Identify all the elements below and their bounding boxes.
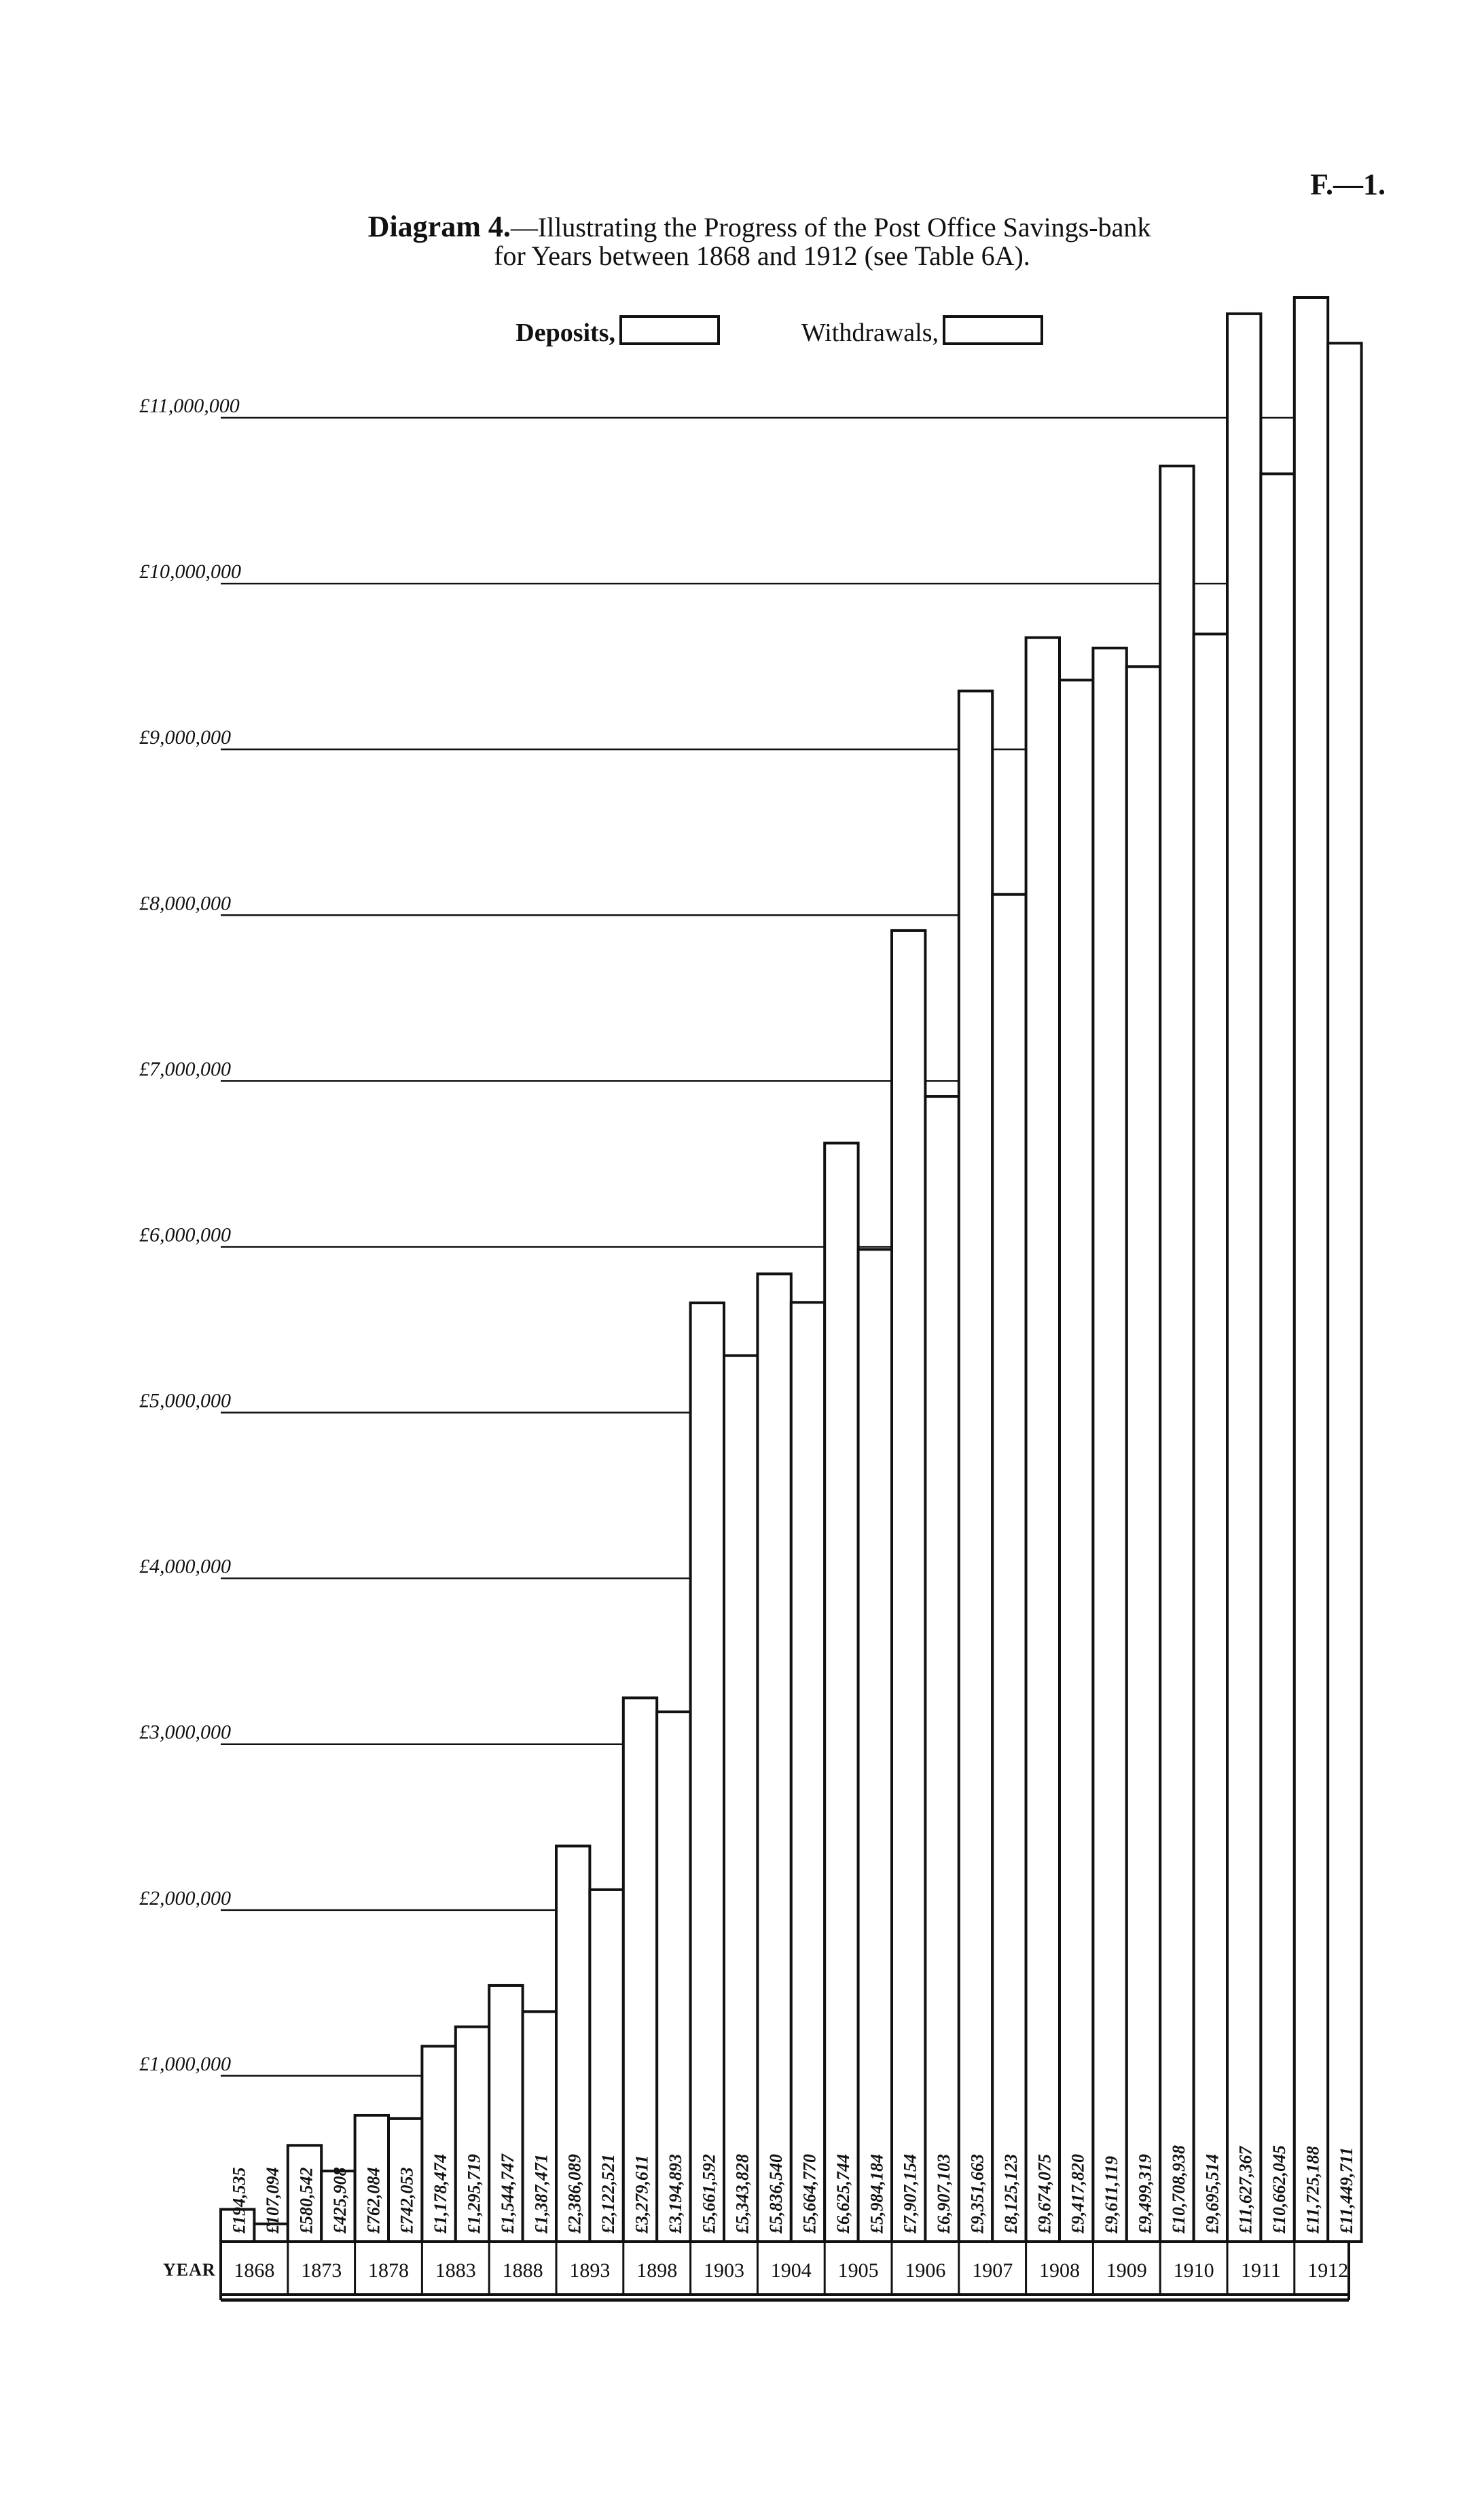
x-tick-label-1909: 1909 <box>1106 2259 1147 2282</box>
bar-withdrawals-1911 <box>1261 473 1294 2242</box>
y-tick-label-1: £1,000,000 <box>139 2052 231 2075</box>
chart-title-rest: —Illustrating the Progress of the Post Office Savings-bank <box>510 212 1151 243</box>
x-tick-label-1905: 1905 <box>837 2259 879 2282</box>
bar-label-deposits-1878: £762,084 <box>363 2167 384 2233</box>
bar-label-deposits-1905: £6,625,744 <box>833 2154 853 2233</box>
bar-label-deposits-1907: £9,351,663 <box>967 2154 988 2233</box>
bar-label-deposits-1912: £11,725,188 <box>1303 2146 1323 2233</box>
bar-label-deposits-1911: £11,627,367 <box>1235 2146 1256 2233</box>
bar-label-deposits-1883: £1,178,474 <box>431 2154 451 2233</box>
bar-withdrawals-1907 <box>992 895 1026 2242</box>
bar-withdrawals-1908 <box>1060 680 1093 2242</box>
chart-title <box>368 210 1151 243</box>
bar-label-deposits-1888: £1,544,747 <box>497 2154 518 2233</box>
y-tick-label-10: £10,000,000 <box>139 560 241 584</box>
bar-deposits-1906 <box>892 931 925 2242</box>
bar-label-withdrawals-1909: £9,499,319 <box>1135 2154 1155 2233</box>
bar-label-withdrawals-1883: £1,295,719 <box>464 2154 484 2233</box>
bar-label-deposits-1893: £2,386,089 <box>564 2154 585 2233</box>
y-axis-tick-labels <box>139 395 241 2075</box>
bar-label-withdrawals-1873: £425,908 <box>329 2167 350 2233</box>
legend-deposits-label: Deposits, <box>515 319 615 347</box>
y-tick-label-7: £7,000,000 <box>139 1058 231 1081</box>
bar-deposits-1908 <box>1026 638 1060 2242</box>
bar-deposits-1903 <box>691 1303 724 2242</box>
x-tick-label-1883: 1883 <box>435 2259 476 2282</box>
page-reference: F.—1. <box>1310 168 1386 201</box>
x-tick-label-1893: 1893 <box>569 2259 611 2282</box>
x-tick-label-1912: 1912 <box>1307 2259 1349 2282</box>
y-tick-label-6: £6,000,000 <box>139 1223 231 1246</box>
bar-label-deposits-1873: £580,542 <box>296 2167 316 2233</box>
x-tick-label-1910: 1910 <box>1173 2259 1214 2282</box>
bar-withdrawals-1910 <box>1194 634 1227 2242</box>
x-tick-label-1908: 1908 <box>1039 2259 1080 2282</box>
bar-deposits-1905 <box>825 1143 858 2242</box>
bar-withdrawals-1904 <box>791 1302 825 2242</box>
x-tick-label-1888: 1888 <box>502 2259 543 2282</box>
x-tick-label-1911: 1911 <box>1240 2259 1281 2282</box>
bar-label-withdrawals-1878: £742,053 <box>397 2167 417 2233</box>
bar-label-withdrawals-1898: £3,194,893 <box>665 2154 685 2233</box>
x-axis-label: YEAR <box>163 2260 216 2280</box>
y-tick-label-9: £9,000,000 <box>139 726 231 749</box>
bar-label-deposits-1906: £7,907,154 <box>900 2154 920 2233</box>
bar-label-withdrawals-1868: £107,094 <box>263 2167 283 2233</box>
chart-title-bold: Diagram 4. <box>367 210 511 243</box>
x-tick-label-1873: 1873 <box>301 2259 342 2282</box>
bar-withdrawals-1905 <box>858 1249 892 2242</box>
y-tick-label-11: £11,000,000 <box>139 395 240 417</box>
x-tick-label-1904: 1904 <box>770 2259 812 2282</box>
bar-label-withdrawals-1905: £5,984,184 <box>867 2154 887 2233</box>
x-tick-label-1907: 1907 <box>972 2259 1013 2282</box>
bar-deposits-1907 <box>959 691 992 2242</box>
bar-deposits-1912 <box>1295 298 1328 2242</box>
bar-deposits-1909 <box>1093 648 1126 2242</box>
bar-label-deposits-1910: £10,708,938 <box>1168 2145 1189 2233</box>
y-tick-label-4: £4,000,000 <box>139 1555 231 1578</box>
bar-deposits-1911 <box>1227 314 1261 2242</box>
bar-label-withdrawals-1907: £8,125,123 <box>1000 2154 1021 2233</box>
bar-label-withdrawals-1903: £5,343,828 <box>732 2154 753 2233</box>
x-tick-label-1898: 1898 <box>636 2259 678 2282</box>
y-tick-label-8: £8,000,000 <box>139 892 231 915</box>
year-table <box>163 2242 1349 2300</box>
y-tick-label-2: £2,000,000 <box>139 1886 231 1909</box>
legend-deposits-swatch <box>621 317 719 344</box>
bars <box>221 298 1362 2242</box>
y-tick-label-5: £5,000,000 <box>139 1389 231 1412</box>
chart-subtitle: for Years between 1868 and 1912 (see Table 6A). <box>494 240 1030 271</box>
bar-withdrawals-1906 <box>925 1096 958 2242</box>
bar-withdrawals-1903 <box>724 1356 757 2242</box>
bar-label-deposits-1904: £5,836,540 <box>766 2154 786 2233</box>
bar-label-withdrawals-1904: £5,664,770 <box>799 2154 820 2233</box>
bar-withdrawals-1912 <box>1328 343 1361 2242</box>
bar-deposits-1910 <box>1160 466 1193 2242</box>
x-tick-label-1868: 1868 <box>234 2259 275 2282</box>
bar-label-withdrawals-1910: £9,695,514 <box>1202 2154 1223 2233</box>
bar-label-withdrawals-1912: £11,449,711 <box>1336 2147 1356 2233</box>
legend-withdrawals-swatch <box>944 317 1042 344</box>
chart-legend <box>515 317 1042 347</box>
bar-label-deposits-1903: £5,661,592 <box>699 2154 719 2233</box>
bar-label-withdrawals-1908: £9,417,820 <box>1068 2154 1088 2233</box>
bar-withdrawals-1909 <box>1127 666 1160 2242</box>
x-tick-label-1903: 1903 <box>704 2259 744 2282</box>
bar-label-withdrawals-1888: £1,387,471 <box>531 2154 551 2233</box>
y-tick-label-3: £3,000,000 <box>139 1721 231 1744</box>
legend-withdrawals-label: Withdrawals, <box>801 319 939 347</box>
x-tick-label-1906: 1906 <box>905 2259 946 2282</box>
x-tick-label-1878: 1878 <box>368 2259 409 2282</box>
bar-label-withdrawals-1893: £2,122,521 <box>598 2154 619 2233</box>
bar-label-withdrawals-1911: £10,662,045 <box>1269 2145 1290 2233</box>
bar-label-deposits-1908: £9,674,075 <box>1034 2154 1055 2233</box>
bar-deposits-1904 <box>757 1274 791 2242</box>
bar-label-deposits-1868: £194,535 <box>229 2167 249 2233</box>
bar-label-withdrawals-1906: £6,907,103 <box>934 2154 954 2233</box>
bar-label-deposits-1898: £3,279,611 <box>632 2155 652 2233</box>
bar-label-deposits-1909: £9,611,119 <box>1102 2155 1122 2233</box>
